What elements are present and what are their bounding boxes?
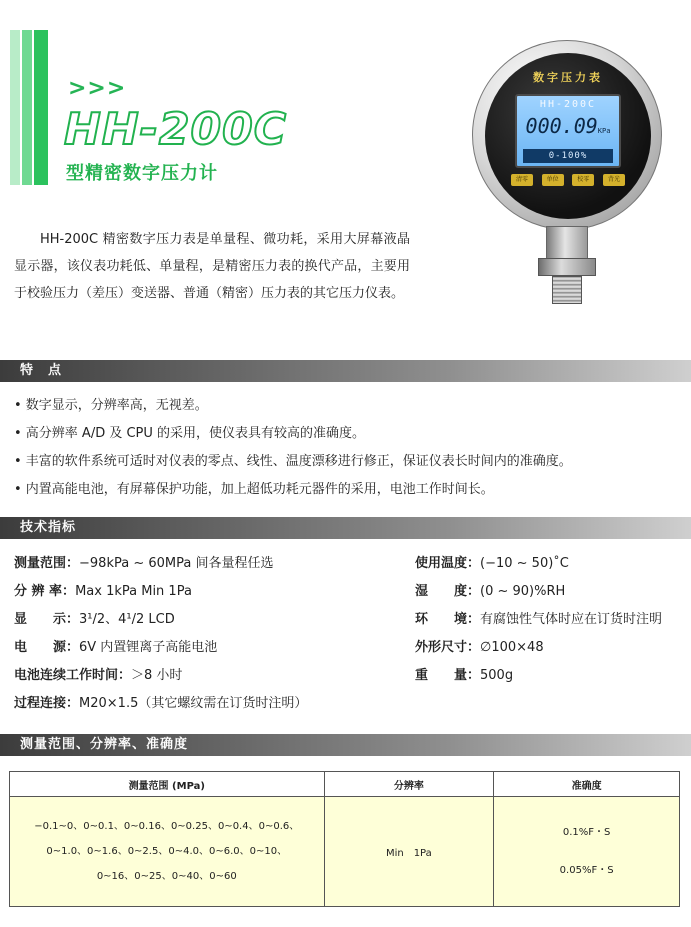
green-bar-medium (22, 30, 32, 185)
spec-humidity-label: 湿 度： (415, 584, 481, 599)
gauge-key-backlight: 背光 (603, 174, 625, 186)
green-bar-dark (34, 30, 48, 185)
spec-display-value: 3¹/2、4¹/2 LCD (79, 612, 175, 627)
spec-connection (14, 692, 307, 711)
spec-display (14, 608, 175, 627)
spec-range-value: −98kPa ~ 60MPa 间各量程任选 (79, 556, 274, 571)
gauge-key-unit: 单位 (542, 174, 564, 186)
gauge-face-label: 数字压力表 (533, 71, 603, 84)
spec-temperature-value: (−10 ~ 50)˚C (480, 556, 569, 571)
spec-environment (415, 608, 662, 627)
spec-power-label: 电 源： (14, 640, 80, 655)
spec-size-label: 外形尺寸： (415, 640, 481, 655)
intro-paragraph: HH-200C 精密数字压力表是单量程、微功耗，采用大屏幕液晶显示器，该仪表功耗低、单量程，是精密压力表的换代产品，主要用于校验压力（差压）变送器、普通（精密）压力表的其它压力仪表。 (14, 232, 410, 301)
table-header-range: 测量范围 (MPa) (10, 772, 325, 797)
table-cell-accuracy (494, 797, 680, 907)
range-line: 0~1.0、0~1.6、0~2.5、0~4.0、0~6.0、0~10、 (46, 846, 288, 857)
specs-section-title: 技术指标 (20, 520, 77, 535)
table-header-resolution: 分辨率 (324, 772, 494, 797)
spec-environment-label: 环 境： (415, 612, 481, 627)
lcd-unit: KPa (597, 127, 611, 135)
features-list (14, 392, 684, 504)
lcd-range: 0-100% (523, 149, 613, 163)
range-line: −0.1~0、0~0.1、0~0.16、0~0.25、0~0.4、0~0.6、 (34, 821, 300, 832)
chevrons-icon: >>> (68, 76, 127, 101)
features-section-title: 特 点 (20, 363, 63, 378)
table-header-row (10, 772, 680, 797)
decorative-green-bars (0, 30, 52, 185)
spec-battery-value: ＞8 小时 (131, 668, 183, 683)
green-bar-light (10, 30, 20, 185)
accuracy-line: 0.05%F・S (559, 864, 614, 876)
spec-size (415, 636, 544, 655)
gauge-stem (546, 226, 588, 260)
table-cell-resolution: Min 1Pa (324, 797, 494, 907)
features-section-bar (0, 360, 691, 382)
spec-power-value: 6V 内置锂离子高能电池 (79, 640, 218, 655)
pressure-gauge-illustration (472, 40, 662, 310)
spec-connection-label: 过程连接： (14, 696, 80, 711)
gauge-keys (511, 174, 625, 186)
spec-environment-value: 有腐蚀性气体时应在订货时注明 (480, 612, 663, 627)
table-row (10, 797, 680, 907)
feature-item: • 数字显示，分辨率高，无视差。 (14, 398, 208, 413)
table-cell-range (10, 797, 325, 907)
gauge-bezel (472, 40, 662, 230)
feature-item: • 内置高能电池，有屏幕保护功能，加上超低功耗元器件的采用，电池工作时间长。 (14, 482, 494, 497)
lcd-reading-value: 000.09 (525, 114, 598, 138)
gauge-hex-nut (538, 258, 596, 276)
spec-resolution-value: Max 1kPa Min 1Pa (75, 584, 192, 599)
feature-item: • 丰富的软件系统可适时对仪表的零点、线性、温度漂移进行修正，保证仪表长时间内的准确度。 (14, 454, 572, 469)
product-subtitle: 型精密数字压力计 (66, 163, 218, 184)
spec-display-label: 显 示： (14, 612, 80, 627)
spec-battery (14, 664, 182, 683)
gauge-lcd (515, 94, 621, 168)
table-section-title: 测量范围、分辨率、准确度 (20, 737, 189, 752)
spec-resolution-label: 分 辨 率： (14, 584, 76, 599)
table-header-accuracy: 准确度 (494, 772, 680, 797)
spec-range (14, 552, 273, 571)
spec-power (14, 636, 217, 655)
spec-table (9, 771, 680, 907)
specs-section-bar (0, 517, 691, 539)
range-line: 0~16、0~25、0~40、0~60 (96, 871, 237, 882)
spec-battery-label: 电池连续工作时间： (14, 668, 132, 683)
spec-weight (415, 664, 513, 683)
spec-temperature (415, 552, 569, 571)
spec-temperature-label: 使用温度： (415, 556, 481, 571)
lcd-reading (517, 114, 619, 138)
spec-weight-value: 500g (480, 668, 514, 683)
spec-humidity (415, 580, 565, 599)
gauge-thread (552, 276, 582, 304)
spec-humidity-value: (0 ~ 90)%RH (480, 584, 566, 599)
spec-resolution (14, 580, 192, 599)
spec-range-label: 测量范围： (14, 556, 80, 571)
spec-connection-value: M20×1.5（其它螺纹需在订货时注明） (79, 696, 308, 711)
gauge-key-zero: 清零 (511, 174, 533, 186)
lcd-model: HH-200C (539, 99, 597, 110)
spec-weight-label: 重 量： (415, 668, 481, 683)
gauge-key-calibrate: 校零 (572, 174, 594, 186)
product-model-title: HH-200C (64, 104, 288, 155)
accuracy-line: 0.1%F・S (562, 826, 611, 838)
feature-item: • 高分辨率 A/D 及 CPU 的采用，使仪表具有较高的准确度。 (14, 426, 366, 441)
spec-size-value: ∅100×48 (480, 640, 544, 655)
table-section-bar (0, 734, 691, 756)
